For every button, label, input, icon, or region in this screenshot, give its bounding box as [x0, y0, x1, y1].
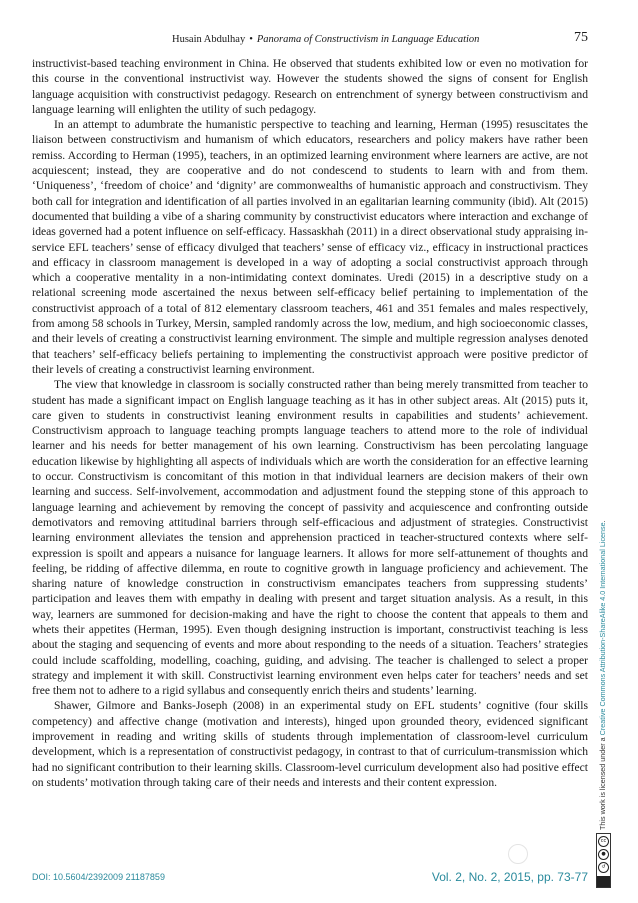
paragraph: instructivist-based teaching environment in China. He observed that students exhibited low or even no motivation for this course in the conventional instructivist way. However the students showed the signs of consent for English language acquisition with constructivist pedagogy. Research on entrenchment of synergy between constructivism and language learning will enlighten the utility of such pedagogy.: [32, 57, 588, 116]
sharealike-icon: ↺: [598, 862, 609, 873]
header-journal-title: Panorama of Constructivism in Language Education: [256, 34, 480, 45]
article-body: [32, 56, 588, 790]
license-suffix: .: [598, 520, 607, 523]
license-link[interactable]: Creative Commons Attribution-ShareAlike 4.0 International License: [598, 522, 607, 736]
badge-bar: [597, 876, 610, 887]
paragraph: Shawer, Gilmore and Banks-Joseph (2008) in an experimental study on EFL students’ cognitive (four skills competency) and affective change (motivation and interests), hinged upon grounded theory, evidenced significant improvement in reading and writing skills of students through implementation of classroom-level curriculum development, which is a representation of constructivist pedagogy, in contrast to that of curriculum-transmission which had no significant contribution to their learning skills. Classroom-level curriculum development also had positive effect on students’ motivation through taking care of their needs and interests and their content expression.: [32, 699, 588, 789]
license-text: [598, 520, 607, 830]
watermark-circle-icon: [508, 844, 528, 864]
header-author: Husain Abdulhay: [172, 34, 246, 45]
page-footer: [32, 870, 588, 888]
attribution-icon: ●: [598, 849, 609, 860]
running-header: [32, 30, 592, 50]
paragraph: In an attempt to adumbrate the humanistic perspective to teaching and learning, Herman (1995) resuscitates the liaison between constructivism and humanism of which educators, researchers and policy makers have rather been remiss. According to Herman (1995), teachers, in an optimized learning environment where learners are active, are not acquiescent; instead, they are cooperative and do not condescend to students to learn with and from them. ‘Uniqueness’, ‘freedom of choice’ and ‘dignity’ are commonwealths of humanistic approach and constructivism. They both call for integration and identification of all parties involved in an egalitarian learning community (ibid). Alt (2015) documented that building a vibe of a sharing community by constructivist educators where interaction and exchange of ideas governed had a potent influence on self-efficacy. Hassaskhah (2011) in a direct observational study appraising in-service EFL teachers’ sense of efficacy divulged that teachers’ sense of efficacy viz., efficacy in instructional practices and efficacy in classroom management is developed in a way of adopting a social constructivist approach through which a cooperative mentality in a non-intimidating context dominates. Uredi (2015) in a descriptive study on a relational screening mode ascertained the nexus between self-efficacy belief pertaining to implementation of the constructivist approach of a total of 812 elementary classroom teachers, 461 and 351 females and males respectively, from among 58 schools in Turkey, Mersin, sampled randomly across the low, medium, and high socioeconomic classes, and their levels of creating a constructivist learning environment. The simple and multiple regression analyses denoted that teachers’ self-efficacy beliefs pertaining to implementing the constructivist approach were positive predictor of their levels of creating a constructivist learning environment.: [32, 118, 588, 376]
license-prefix: This work is licensed under a: [598, 735, 607, 830]
running-title: [172, 34, 479, 45]
doi-link[interactable]: DOI: 10.5604/2392009 21187859: [32, 872, 165, 882]
page-number: 75: [574, 30, 588, 45]
volume-info: Vol. 2, No. 2, 2015, pp. 73-77: [431, 870, 588, 884]
bullet-separator: •: [249, 34, 253, 45]
cc-license-badge-icon[interactable]: [596, 833, 611, 888]
paragraph: The view that knowledge in classroom is socially constructed rather than being merely transmitted from teacher to student has made a significant impact on English language teaching as it has in other subject areas. Alt (2015) puts it, care given to students in constructivist leaning environment results in capabilities and students’ achievement. Constructivism approach to language teaching prompts language teachers to attend more to the role of individual learner and his needs for better management of his own learning. Constructivism has been percolating language education likewise by highlighting all aspects of individuals which are worth the consideration for an effective learning to occur. Constructivism is concomitant of this motion in that individual learners are decision makers of their own learning and success. Self-involvement, accommodation and adjustment found the stepping stone of this approach to language learning and achievement by removing the concept of passivity and acquiescence and confronting outside demotivators and removing attitudinal barriers through self-efficacious and adjustment of strategies. Constructivist learning environment alleviates the tension and apprehension practiced in teacher-structured contexts where self-expression is spoilt and appears a nuisance for language learners. It allows for more self-attunement of thoughts and feeling, be ridding of affective dilemma, en route to cognitive growth in language proficiency and achievement. The sharing nature of knowledge construction in constructivism emancipates teachers from suppressing students’ participation and leaves them with empathy in dealing with present and target situation analysis. As a result, in this way, learners are summoned for decision-making and have the right to choose the content that appeals to them and whets their appetites (Herman, 1995). Even though designing instruction is important, constructivist teaching is less about the staging and sequencing of events and more about responding to the needs of a situation. Teachers’ strategies could include scaffolding, modelling, coaching, guiding, and advising. The teacher is challenged to select a proper strategy and implement it with skill. Constructivist learning environment even helps cater for teachers’ needs and set free them not to adhere to a rigid syllabus and consequently enrich theirs and students’ learning.: [32, 378, 588, 698]
cc-icon: cc: [598, 836, 609, 847]
